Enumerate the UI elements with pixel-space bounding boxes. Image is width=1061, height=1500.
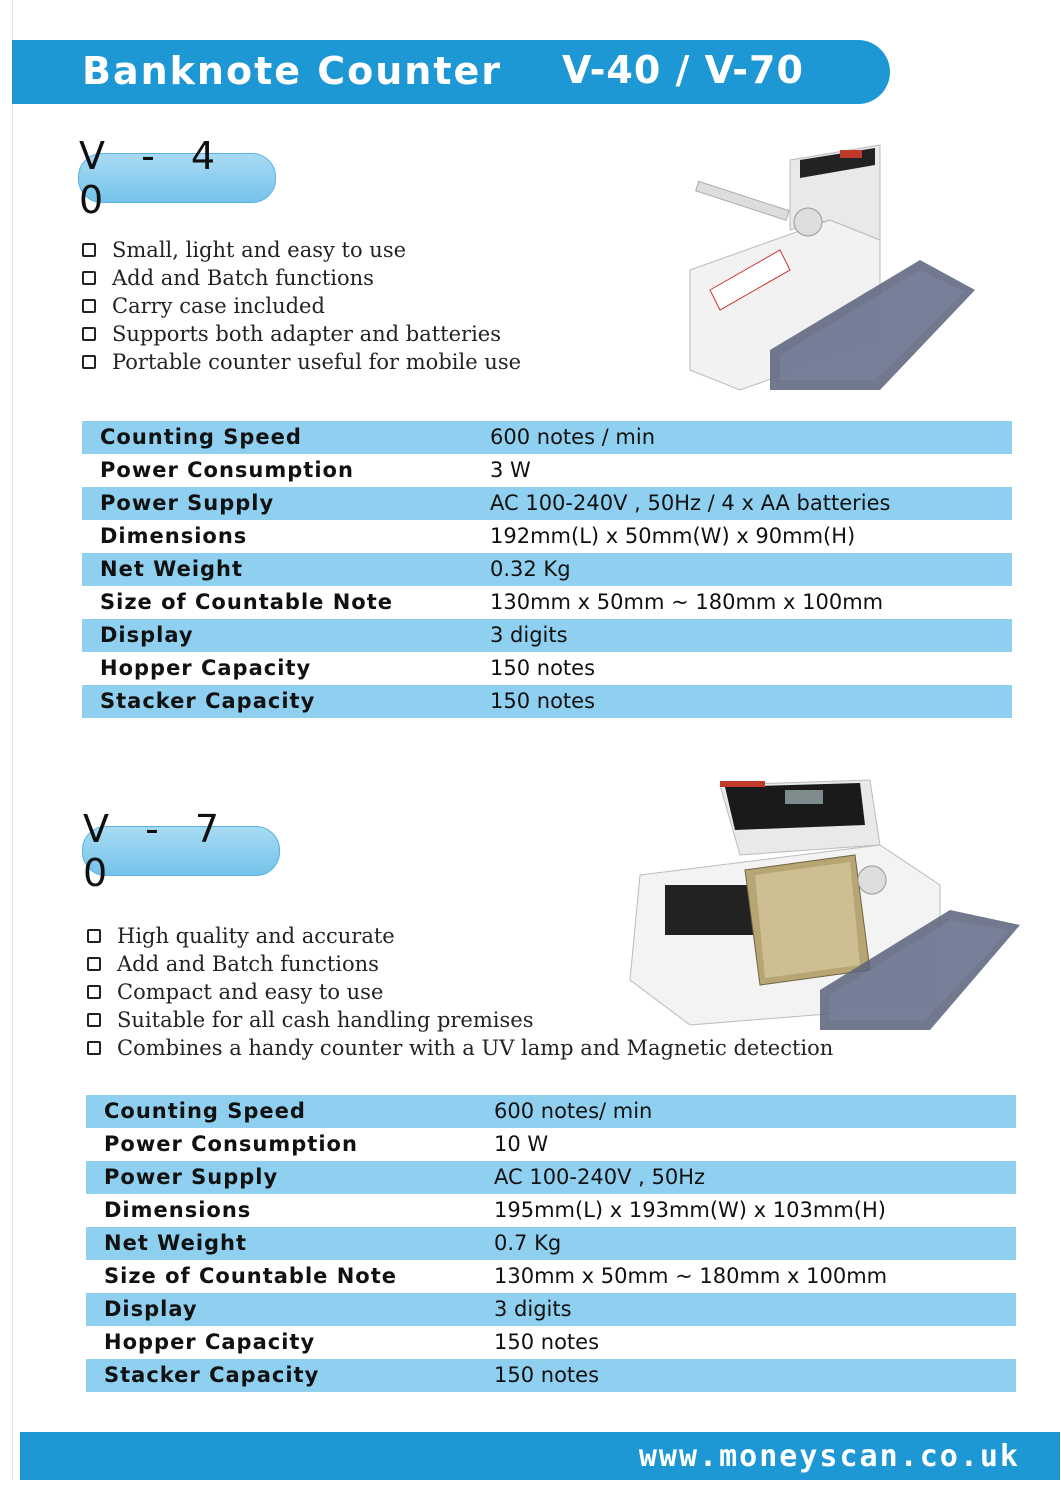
checkbox-icon	[87, 957, 101, 971]
feature-item: Add and Batch functions	[87, 950, 833, 978]
checkbox-icon	[87, 985, 101, 999]
feature-item: Combines a handy counter with a UV lamp and Magnetic detection	[87, 1034, 833, 1062]
feature-item: Portable counter useful for mobile use	[82, 348, 521, 376]
feature-item: Suitable for all cash handling premises	[87, 1006, 833, 1034]
spec-row: Display 3 digits	[82, 619, 1012, 652]
v70-badge: V - 7 0	[82, 826, 280, 876]
checkbox-icon	[82, 271, 96, 285]
feature-item: Add and Batch functions	[82, 264, 521, 292]
v40-feature-list	[82, 236, 521, 376]
checkbox-icon	[82, 243, 96, 257]
spec-row: Hopper Capacity 150 notes	[104, 1330, 600, 1354]
spec-row: Size of Countable Note 130mm x 50mm ~ 180mm x 100mm	[104, 1264, 888, 1288]
v40-spec-table	[82, 421, 1012, 718]
spec-row: Power Supply AC 100-240V , 50Hz	[86, 1161, 1016, 1194]
v70-spec-table	[86, 1095, 1016, 1392]
checkbox-icon	[87, 1013, 101, 1027]
spec-row: Counting Speed 600 notes/ min	[86, 1095, 1016, 1128]
v40-badge: V - 4 0	[78, 153, 276, 203]
title-banner	[12, 40, 890, 104]
model-names: V-40 / V-70	[562, 48, 804, 92]
checkbox-icon	[82, 355, 96, 369]
feature-item: Compact and easy to use	[87, 978, 833, 1006]
spec-row: Power Consumption 10 W	[104, 1132, 549, 1156]
feature-item: Supports both adapter and batteries	[82, 320, 521, 348]
spec-row: Net Weight 0.7 Kg	[86, 1227, 1016, 1260]
feature-item: High quality and accurate	[87, 922, 833, 950]
spec-row: Size of Countable Note 130mm x 50mm ~ 180mm x 100mm	[100, 590, 884, 614]
v70-feature-list	[87, 922, 833, 1062]
spec-row: Dimensions 195mm(L) x 193mm(W) x 103mm(H)	[104, 1198, 886, 1222]
feature-item: Carry case included	[82, 292, 521, 320]
checkbox-icon	[82, 299, 96, 313]
website-link[interactable]: www.moneyscan.co.uk	[638, 1439, 1020, 1474]
spec-row: Display 3 digits	[86, 1293, 1016, 1326]
page-title: Banknote Counter	[82, 49, 503, 93]
footer-bar	[20, 1432, 1060, 1480]
checkbox-icon	[87, 1041, 101, 1055]
spec-row: Hopper Capacity 150 notes	[100, 656, 596, 680]
feature-item: Small, light and easy to use	[82, 236, 521, 264]
spec-row: Dimensions 192mm(L) x 50mm(W) x 90mm(H)	[100, 524, 856, 548]
checkbox-icon	[82, 327, 96, 341]
spec-row: Net Weight 0.32 Kg	[82, 553, 1012, 586]
spec-row: Stacker Capacity 150 notes	[82, 685, 1012, 718]
v40-product-image	[680, 140, 980, 410]
checkbox-icon	[87, 929, 101, 943]
spec-row: Stacker Capacity 150 notes	[86, 1359, 1016, 1392]
spec-row: Power Supply AC 100-240V , 50Hz / 4 x AA batteries	[82, 487, 1012, 520]
spec-row: Counting Speed 600 notes / min	[82, 421, 1012, 454]
spec-row: Power Consumption 3 W	[100, 458, 531, 482]
